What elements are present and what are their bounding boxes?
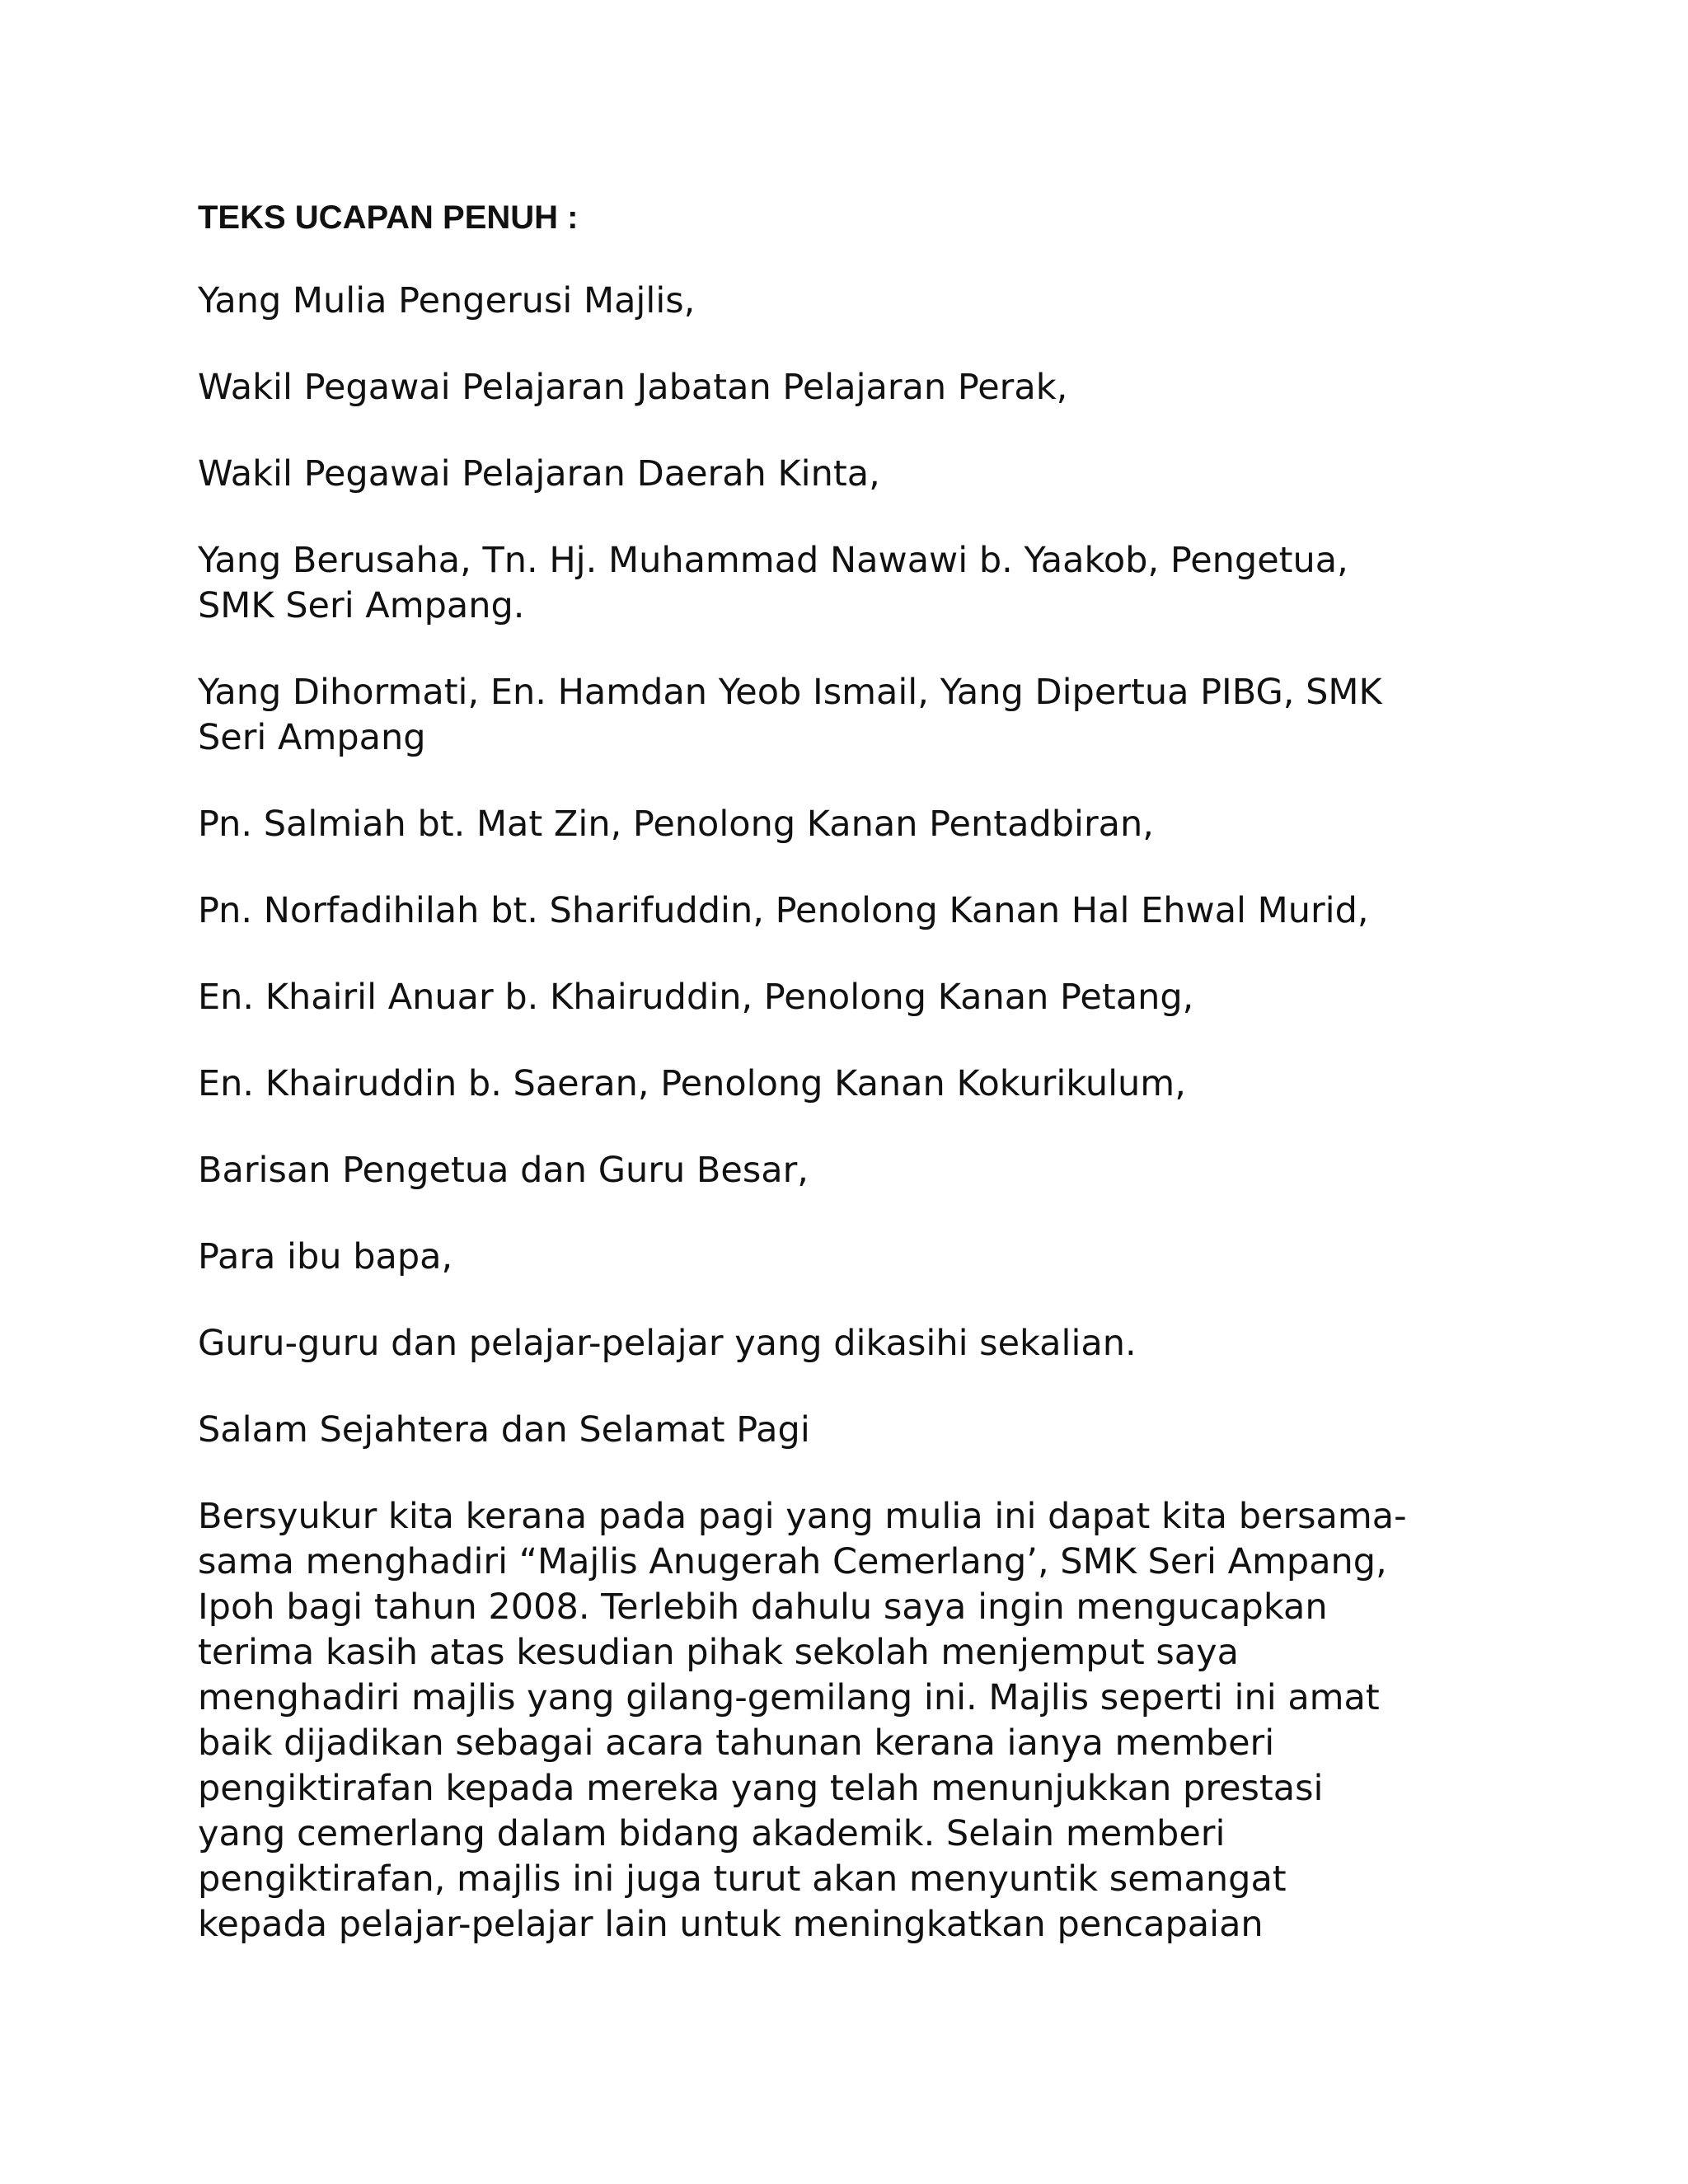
greeting-line: En. Khairil Anuar b. Khairuddin, Penolong Kanan Petang, [198, 977, 1194, 1018]
greeting-line: Para ibu bapa, [198, 1236, 453, 1277]
greeting-line: Salam Sejahtera dan Selamat Pagi [198, 1409, 810, 1451]
greeting-line: Yang Berusaha, Tn. Hj. Muhammad Nawawi b. Yaakob, Pengetua, SMK Seri Ampang. [198, 540, 1348, 626]
greeting-line: Yang Dihormati, En. Hamdan Yeob Ismail, Yang Dipertua PIBG, SMK Seri Ampang [198, 672, 1382, 758]
greeting-line: Barisan Pengetua dan Guru Besar, [198, 1150, 809, 1191]
greeting-line: Yang Mulia Pengerusi Majlis, [198, 280, 696, 321]
greeting-line: Pn. Salmiah bt. Mat Zin, Penolong Kanan Pentadbiran, [198, 804, 1154, 845]
body-paragraph: Bersyukur kita kerana pada pagi yang mulia ini dapat kita bersama- sama menghadiri “Majlis Anugerah Cemerlang’, SMK Seri Ampang, Ipoh bagi tahun 2008. Terlebih dahulu saya ingin mengucapkan terima kasih atas kesudian pihak sekolah menjemput saya menghadiri majlis yang gilang-gemilang ini. Majlis seperti ini amat baik dijadikan sebagai acara tahunan kerana ianya memberi pengiktirafan kepada mereka yang telah menunjukkan prestasi yang cemerlang dalam bidang akademik. Selain memberi pengiktirafan, majlis ini juga turut akan menyuntik semangat kepada pelajar-pelajar lain untuk meningkatkan pencapaian [198, 1496, 1407, 1945]
greeting-line: Wakil Pegawai Pelajaran Daerah Kinta, [198, 453, 880, 494]
greeting-line: Guru-guru dan pelajar-pelajar yang dikasihi sekalian. [198, 1323, 1137, 1364]
greeting-line: Wakil Pegawai Pelajaran Jabatan Pelajaran Perak, [198, 367, 1068, 408]
document-page [198, 198, 1484, 1947]
greeting-line: En. Khairuddin b. Saeran, Penolong Kanan Kokurikulum, [198, 1063, 1186, 1104]
greeting-line: Pn. Norfadihilah bt. Sharifuddin, Penolong Kanan Hal Ehwal Murid, [198, 890, 1369, 931]
document-heading: TEKS UCAPAN PENUH : [198, 199, 579, 236]
